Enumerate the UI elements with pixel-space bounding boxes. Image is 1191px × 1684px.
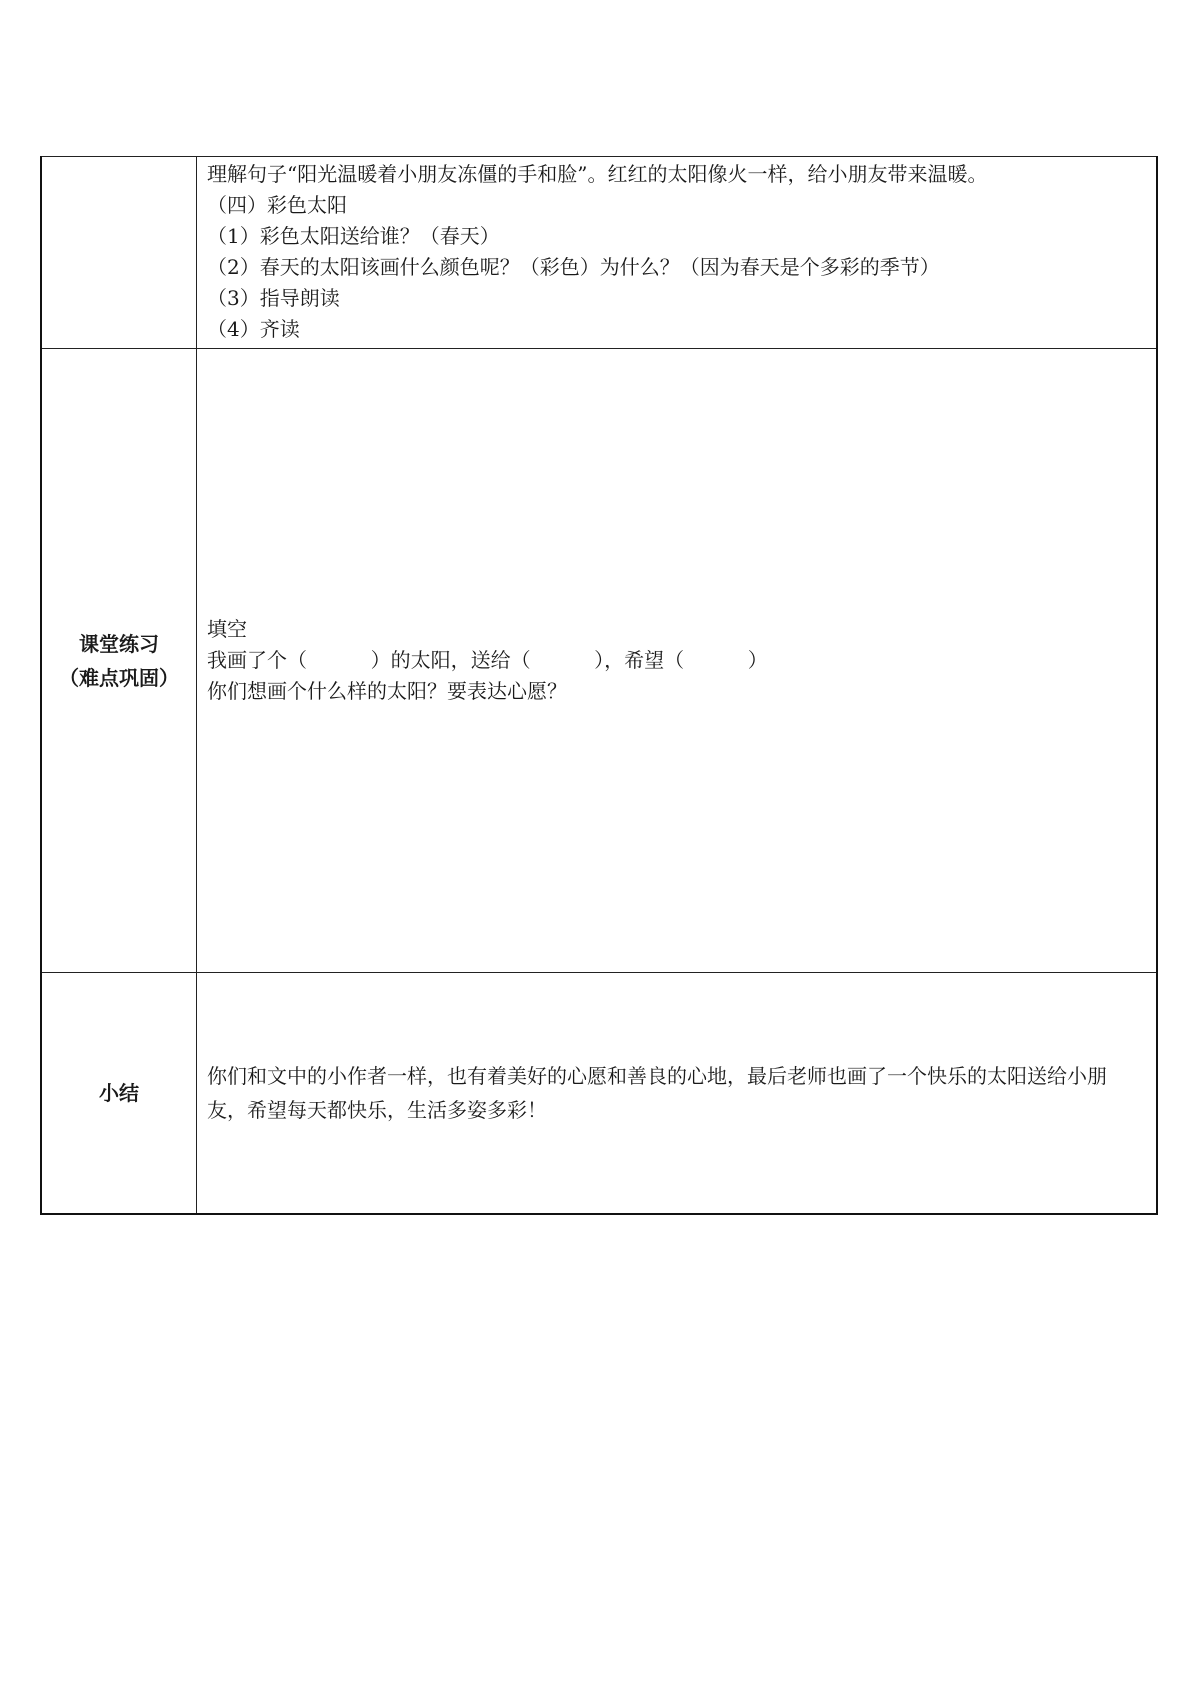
- practice-content: [197, 349, 1158, 973]
- practice-label-line1: 课堂练习: [79, 631, 159, 656]
- practice-row: [41, 349, 1157, 973]
- text-line: （2）春天的太阳该画什么颜色呢？（彩色）为什么？（因为春天是个多彩的季节）: [207, 255, 940, 279]
- summary-row: [41, 973, 1157, 1215]
- teaching-process-content: [197, 157, 1158, 349]
- summary-text: 你们和文中的小作者一样，也有着美好的心愿和善良的心地，最后老师也画了一个快乐的太阳送给小朋友，希望每天都快乐，生活多姿多彩！: [207, 1064, 1107, 1122]
- text-line: （4）齐读: [207, 317, 300, 341]
- text-line: 理解句子“阳光温暖着小朋友冻僵的手和脸”。红红的太阳像火一样，给小朋友带来温暖。: [207, 162, 988, 186]
- practice-label-line2: （难点巩固）: [59, 665, 179, 690]
- text-line: （3）指导朗读: [207, 286, 340, 310]
- teaching-process-row: [41, 157, 1157, 349]
- summary-content: [197, 973, 1158, 1215]
- fill-blank-line: 我画了个（ ）的太阳，送给（ ），希望（ ）: [207, 648, 768, 672]
- text-line: 填空: [207, 617, 247, 641]
- text-line: 你们想画个什么样的太阳？要表达心愿？: [207, 679, 567, 703]
- practice-label: [41, 349, 197, 973]
- empty-label-cell: [41, 157, 197, 349]
- text-line: （四）彩色太阳: [207, 193, 347, 217]
- text-line: （1）彩色太阳送给谁？（春天）: [207, 224, 500, 248]
- summary-label: 小结: [41, 973, 197, 1215]
- lesson-plan-table: [40, 156, 1158, 1215]
